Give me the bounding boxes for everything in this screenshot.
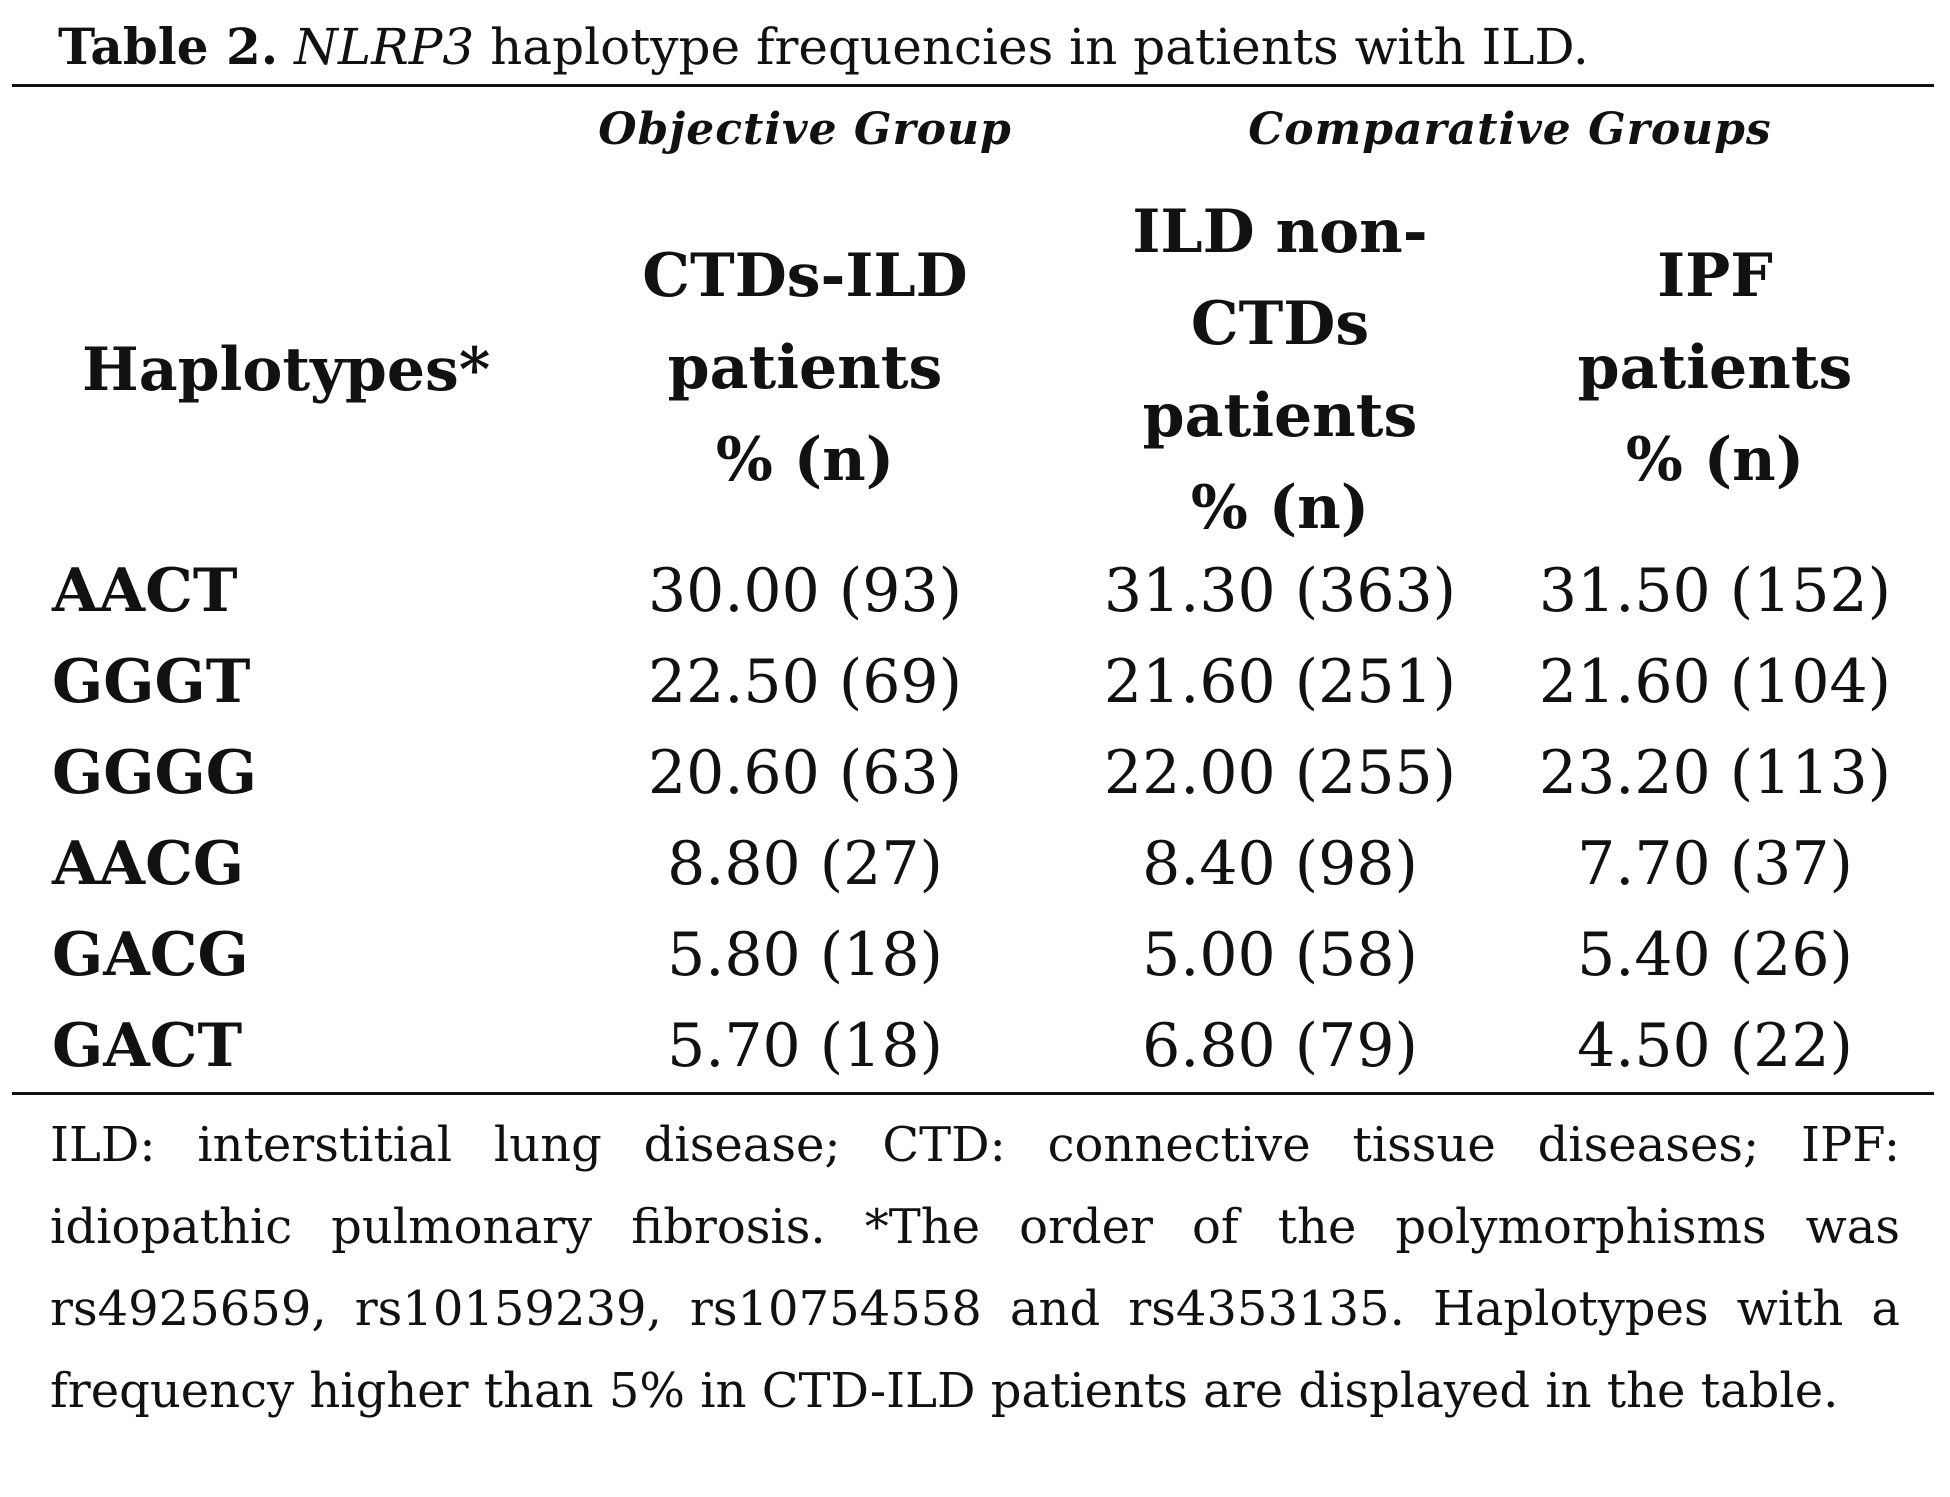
table-footnote: ILD: interstitial lung disease; CTD: connective tissue diseases; IPF: idiopathic pulmonary fibrosis. *The order of the polymorphisms was rs4925659, rs10159239, rs10754558 and rs4353135. Haplotypes with a frequency higher than 5% in CTD-ILD patients are displayed in the table. [50, 1117, 1900, 1419]
table-caption-label: Table 2. [58, 17, 279, 76]
table-row [0, 546, 1950, 637]
table-row [0, 1001, 1950, 1092]
header-ctd-ild-line: % (n) [715, 425, 895, 495]
header-ild-non-ctd-line: % (n) [1190, 473, 1370, 543]
ipf-cell: 7.70 (37) [1577, 829, 1853, 899]
haplotype-cell: GACG [52, 920, 249, 990]
haplotype-cell: GACT [52, 1011, 243, 1081]
group-comparative: Comparative Groups [1248, 104, 1772, 155]
table-caption-gene: NLRP3 [294, 18, 475, 76]
ctd-ild-cell: 5.70 (18) [667, 1011, 943, 1081]
table-row [0, 910, 1950, 1001]
group-objective: Objective Group [598, 104, 1012, 155]
table-caption-text: haplotype frequencies in patients with ILD. [490, 18, 1589, 76]
table-body [0, 546, 1950, 1092]
header-ild-non-ctd [1060, 186, 1500, 554]
ctd-ild-cell: 5.80 (18) [667, 920, 943, 990]
table-caption [58, 14, 1589, 80]
header-ipf-line: patients [1577, 333, 1853, 403]
ipf-cell: 21.60 (104) [1538, 647, 1892, 717]
ctd-ild-cell: 8.80 (27) [667, 829, 943, 899]
haplotype-cell: AACG [52, 829, 245, 899]
ipf-cell: 23.20 (113) [1538, 738, 1892, 808]
header-ctd-ild-line: CTDs-ILD [642, 241, 968, 311]
table-row [0, 637, 1950, 728]
ild-non-ctd-cell: 5.00 (58) [1142, 920, 1418, 990]
header-ctd-ild [590, 230, 1020, 506]
ild-non-ctd-cell: 8.40 (98) [1142, 829, 1418, 899]
haplotype-cell: GGGT [52, 647, 251, 717]
ctd-ild-cell: 22.50 (69) [647, 647, 962, 717]
haplotype-cell: GGGG [52, 738, 257, 808]
table-row [0, 728, 1950, 819]
ctd-ild-cell: 30.00 (93) [647, 556, 962, 626]
header-ild-non-ctd-line: CTDs [1190, 289, 1370, 359]
table-row [0, 819, 1950, 910]
ild-non-ctd-cell: 21.60 (251) [1103, 647, 1457, 717]
header-ild-non-ctd-line: patients [1142, 381, 1418, 451]
ild-non-ctd-cell: 6.80 (79) [1142, 1011, 1418, 1081]
header-ipf-line: IPF [1657, 241, 1773, 311]
ctd-ild-cell: 20.60 (63) [647, 738, 962, 808]
ipf-cell: 5.40 (26) [1577, 920, 1853, 990]
ipf-cell: 4.50 (22) [1577, 1011, 1853, 1081]
header-ipf [1500, 230, 1930, 506]
header-ipf-line: % (n) [1625, 425, 1805, 495]
header-ild-non-ctd-line: ILD non- [1132, 197, 1428, 267]
ild-non-ctd-cell: 22.00 (255) [1103, 738, 1457, 808]
top-rule [12, 84, 1934, 87]
header-haplotypes [40, 324, 562, 416]
ild-non-ctd-cell: 31.30 (363) [1103, 556, 1457, 626]
bottom-rule [12, 1092, 1934, 1095]
header-ctd-ild-line: patients [667, 333, 943, 403]
haplotype-cell: AACT [52, 556, 238, 626]
header-haplotypes-label: Haplotypes* [82, 335, 491, 405]
ipf-cell: 31.50 (152) [1538, 556, 1892, 626]
